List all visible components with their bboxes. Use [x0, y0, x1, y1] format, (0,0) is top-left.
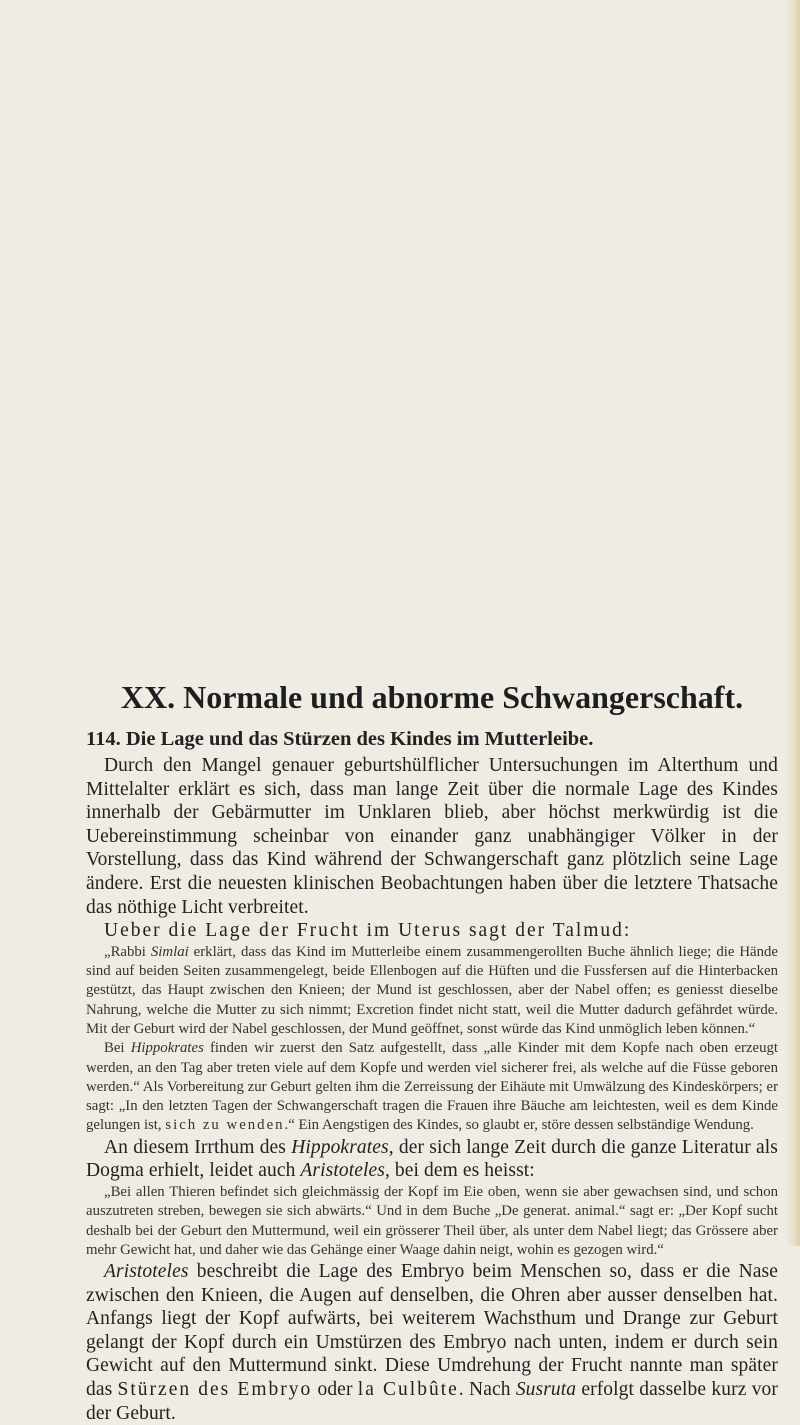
quote-talmud-body: erklärt, dass das Kind im Mutterleibe einem zusammengerollten Buche ähnlich liege; die Hände sind auf beiden Seiten zusammengelegt, beide Ellenbogen auf die Hüften und die Fussfersen auf die Hinterbacken gestützt, das Haupt zwischen den Knieen; der Mund ist geschlossen, aber der Nabel offen; es geniesst dieselbe Nahrung, welche die Mutter zu sich nimmt; Excretion findet nicht statt, weil die Mutter dadurch gefährdet würde. Mit der Geburt wird der Nabel geschlossen, der Mund geöffnet, sonst würde das Kind unmöglich leben können.“	[86, 943, 778, 1037]
name-susruta: Susruta	[515, 1379, 577, 1401]
quote-hippokrates-body: finden wir zuerst den Satz aufgestellt, dass „alle Kinder mit dem Kopfe nach oben erzeugt werden, an den Tag aber treten viele auf dem Kopfe und werden viel sicherer frei, als welche auf die Füsse geboren werden.“ Als Vorbereitung zur Geburt gelten ihm die Zerreissung der Eihäute mit Umwälzung des Kindeskörpers; er sagt: „In den letzten Tagen der Schwangerschaft tragen die Frauen ihre Bäuche am leichtesten, weil es dem Kinde gelungen ist,	[86, 1040, 778, 1134]
p3-end: , bei dem es heisst:	[384, 1160, 535, 1182]
name-hippokrates: Hippokrates	[130, 1040, 204, 1057]
name-aristoteles: Aristoteles	[300, 1160, 385, 1182]
section-title: 114. Die Lage und das Stürzen des Kindes im Mutterleibe.	[86, 728, 594, 750]
p4-nach: . Nach	[458, 1379, 516, 1401]
page-content	[86, 678, 778, 1425]
quote-aristoteles: „Bei allen Thieren befindet sich gleichmässig der Kopf im Eie oben, wenn sie aber gewachsen sind, und schon auszutreten streben, bewegen sie sich abwärts.“ Und in dem Buche „De generat. animal.“ sagt er: „Der Kopf sucht deshalb bei der Geburt den Muttermund, weil ein grösserer Theil über, als unter dem Nabel liegt; das Grössere aber mehr Gewicht hat, und daher wie das Gehänge einer Waage dahin neigt, wohin es gezogen wird.“	[86, 1183, 778, 1258]
quote-hippokrates-open: Bei	[104, 1040, 131, 1057]
talmud-lead-text: Ueber die Lage der Frucht im Uterus sagt der Talmud:	[104, 920, 632, 942]
spaced-stuerzen: Stürzen des Embryo	[117, 1379, 313, 1401]
name-simlai: Simlai	[150, 943, 189, 960]
quote-talmud	[86, 943, 778, 1039]
p4-oder: oder	[312, 1379, 358, 1401]
quote-hippokrates	[86, 1039, 778, 1135]
paragraph-aristoteles-intro	[86, 1136, 778, 1183]
spaced-culbute: la Culbûte	[357, 1379, 459, 1401]
page-edge	[786, 0, 800, 1246]
p4-body: beschreibt die Lage des Embryo beim Menschen so, dass er die Nase zwischen den Knieen, die Augen auf denselben, die Ohren aber ausser denselben hat. Anfangs liegt der Kopf aufwärts, bei weiterem Wachsthum und Drange zur Geburt gelangt der Kopf durch ein Umstürzen des Embryo nach unten, indem er durch sein Gewicht auf den Muttermund sinkt. Diese Umdrehung der Frucht nannte man später das	[86, 1261, 778, 1401]
spaced-sich-zu-wenden: sich zu wenden	[165, 1117, 285, 1134]
name-aristoteles-2: Aristoteles	[104, 1261, 189, 1283]
p4-end: erfolgt dasselbe kurz vor der Geburt.	[86, 1379, 778, 1424]
name-hippokrates-2: Hippokrates	[291, 1136, 389, 1158]
chapter-title: XX. Normale und abnorme Schwangerschaft.	[120, 679, 744, 715]
paragraph-embryo	[86, 1260, 778, 1425]
p3-middle: , der sich lange Zeit durch die ganze Literatur als Dogma erhielt, leidet auch	[86, 1136, 778, 1182]
p3-open: An diesem Irrthum des	[104, 1136, 292, 1158]
paragraph-intro: Durch den Mangel genauer geburtshülflicher Untersuchungen im Alterthum und Mittelalter erklärt es sich, dass man lange Zeit über die normale Lage des Kindes innerhalb der Gebärmutter im Unklaren blieb, aber höchst merkwürdig ist die Uebereinstimmung scheinbar von einander ganz unabhängiger Völker in der Vorstellung, dass das Kind während der Schwangerschaft ganz plötzlich seine Lage ändere. Erst die neuesten klinischen Beobachtungen haben über die letztere Thatsache das nöthige Licht verbreitet.	[86, 755, 778, 918]
paragraph-talmud-lead	[86, 919, 778, 943]
quote-talmud-open: „Rabbi	[104, 943, 151, 960]
quote-hippokrates-end: .“ Ein Aengstigen des Kindes, so glaubt er, störe dessen selbständige Wendung.	[284, 1117, 754, 1134]
